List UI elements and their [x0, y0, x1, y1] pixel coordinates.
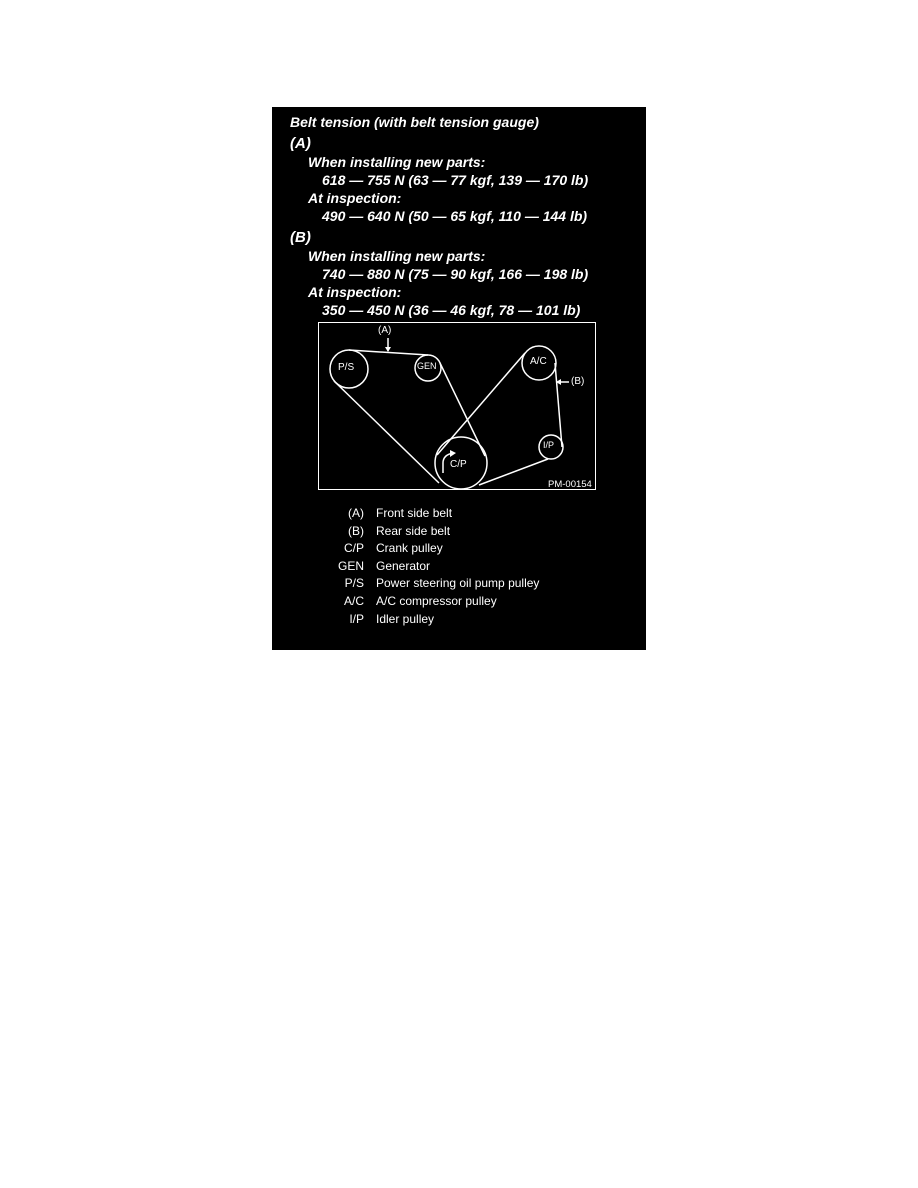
legend-desc: A/C compressor pulley — [376, 593, 497, 608]
belt-b-bottom — [479, 459, 548, 485]
gen-pulley-label: GEN — [417, 361, 437, 371]
pulley-legend — [322, 505, 539, 628]
spec-title: Belt tension (with belt tension gauge) — [290, 114, 539, 130]
legend-desc: Crank pulley — [376, 541, 443, 556]
section-b-installing-value: 740 — 880 N (75 — 90 kgf, 166 — 198 lb) — [322, 266, 589, 282]
section-a-inspection-label: At inspection: — [308, 190, 402, 206]
legend-row — [322, 575, 539, 593]
section-b-inspection-value: 350 — 450 N (36 — 46 kgf, 78 — 101 lb) — [322, 302, 581, 318]
legend-abbr: A/C — [343, 593, 364, 608]
belt-a-callout: (A) — [378, 325, 392, 336]
legend-desc: Front side belt — [376, 506, 453, 520]
legend-desc: Idler pulley — [376, 611, 435, 626]
section-a-inspection-value: 490 — 640 N (50 — 65 kgf, 110 — 144 lb) — [322, 208, 588, 224]
section-a-label: (A) — [290, 135, 311, 152]
legend-abbr: C/P — [343, 541, 364, 556]
ps-pulley-label: P/S — [338, 362, 355, 373]
cp-pulley-label: C/P — [450, 459, 467, 470]
legend-abbr: (B) — [348, 523, 364, 538]
section-b-label: (B) — [290, 229, 311, 246]
section-b-installing-label: When installing new parts: — [308, 248, 486, 264]
legend-desc: Power steering oil pump pulley — [376, 576, 540, 591]
legend-row — [322, 593, 539, 611]
belt-b-callout: (B) — [571, 376, 585, 387]
belt-tension-panel — [272, 107, 646, 650]
legend-row — [322, 523, 539, 541]
legend-row — [322, 540, 539, 558]
belt-b-left — [437, 353, 525, 455]
legend-row — [322, 611, 539, 629]
section-a-installing-label: When installing new parts: — [308, 154, 486, 170]
section-a-installing-value: 618 — 755 N (63 — 77 kgf, 139 — 170 lb) — [322, 172, 589, 188]
legend-abbr: GEN — [337, 558, 364, 573]
figure-id: PM-00154 — [548, 479, 592, 490]
legend-abbr: I/P — [349, 611, 364, 626]
legend-row — [322, 505, 539, 523]
belt-tension-spec — [290, 113, 640, 319]
ac-pulley-label: A/C — [530, 356, 547, 367]
legend-desc: Generator — [376, 558, 431, 573]
ip-pulley-label: I/P — [543, 440, 555, 450]
belt-b-right — [555, 363, 562, 447]
belt-a-left — [334, 381, 439, 483]
legend-desc: Rear side belt — [376, 523, 451, 538]
legend-abbr: P/S — [344, 576, 364, 591]
section-b-inspection-label: At inspection: — [308, 284, 402, 300]
belt-routing-diagram — [318, 322, 596, 490]
legend-row — [322, 558, 539, 576]
legend-abbr: (A) — [348, 506, 364, 520]
